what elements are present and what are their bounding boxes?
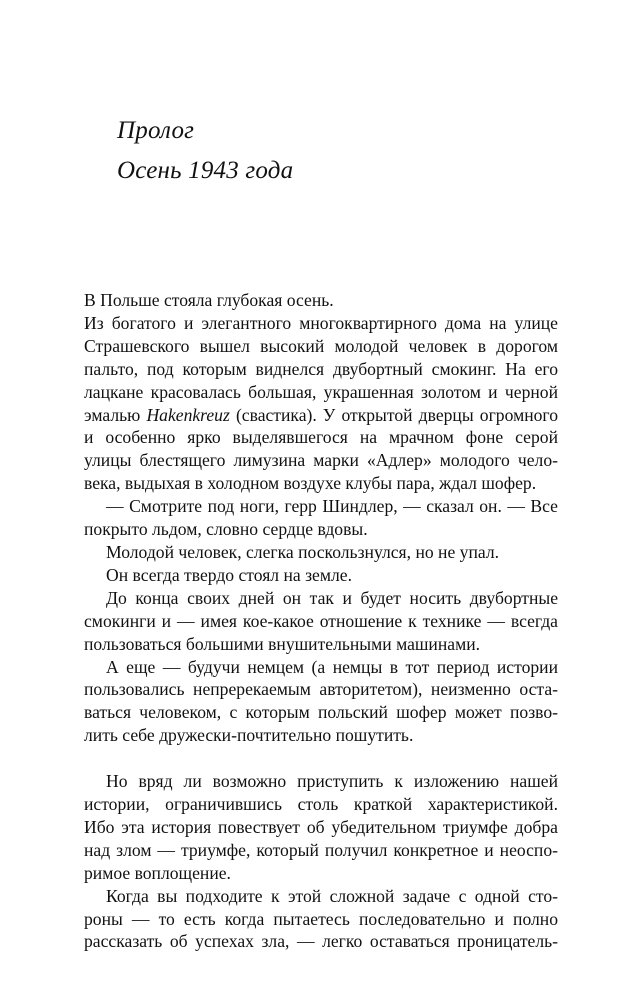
italic-term: Hakenkreuz [146, 404, 230, 425]
paragraph [84, 770, 558, 885]
paragraph [84, 495, 558, 541]
text-line: Страшевского вышел высокий молодой человек в дорогом [84, 335, 558, 356]
text-line: покрыто льдом, словно сердце вдовы. [84, 519, 368, 540]
paragraph [84, 885, 558, 954]
text-line: Молодой человек, слегка поскользнулся, но не упал. [106, 541, 500, 562]
text-line: Но вряд ли возможно приступить к изложению нашей [106, 771, 558, 792]
text-line: века, выдыхая в холодном воздухе клубы пара, ждал шофер. [84, 473, 537, 494]
chapter-subtitle: Осень 1943 года [117, 157, 294, 184]
text-fragment: эмалью [84, 404, 147, 425]
text-line: лить себе дружески-почтительно пошутить. [84, 725, 414, 746]
text-line: Он всегда твердо стоял на земле. [106, 564, 352, 585]
text-line: смокинги и — имея кое-какое отношение к технике — всегда [84, 610, 558, 631]
paragraph [84, 312, 558, 495]
text-line: рассказать об успехах зла, — легко оставаться проницатель- [84, 931, 558, 952]
text-line: ваться человеком, с которым польский шофер может позво- [84, 702, 558, 723]
text-line: римое воплощение. [84, 862, 231, 883]
text-line: До конца своих дней он так и будет носить двубортные [106, 587, 558, 608]
paragraph [84, 587, 558, 656]
text-line: В Польше стояла глубокая осень. [84, 290, 334, 310]
section-break [84, 747, 558, 770]
text-line: Когда вы подходите к этой сложной задаче с одной сто- [106, 885, 558, 906]
text-line: А еще — будучи немцем (а немцы в тот период истории [106, 656, 558, 677]
text-line: — Смотрите под ноги, герр Шиндлер, — сказал он. — Все [106, 496, 558, 517]
text-line: над злом — триумфе, который получил конкретное и неоспо- [84, 839, 558, 860]
paragraph [84, 541, 558, 564]
text-fragment: (свастика). У открытой дверцы огромного [229, 404, 558, 425]
chapter-title: Пролог [117, 117, 195, 144]
text-line: Из богатого и элегантного многоквартирного дома на улице [84, 312, 558, 333]
text-line: улицы блестящего лимузина марки «Адлер» молодого чело- [84, 450, 558, 471]
text-line: пользовались непререкаемым авторитетом), неизменно оста- [84, 679, 558, 700]
text-line-mixed [84, 404, 558, 427]
text-line: истории, ограничившись столь краткой характеристикой. [84, 794, 558, 815]
text-line: Ибо эта история повествует об убедительном триумфе добра [84, 816, 558, 837]
body-text [84, 289, 558, 953]
paragraph [84, 289, 558, 312]
text-line: лацкане красовалась большая, украшенная золотом и черной [84, 381, 558, 402]
text-line: и особенно ярко выделявшегося на мрачном фоне серой [84, 427, 558, 448]
text-line: пальто, под которым виднелся двубортный смокинг. На его [84, 358, 558, 379]
paragraph [84, 564, 558, 587]
paragraph [84, 656, 558, 748]
text-line: роны — то есть когда пытаетесь последовательно и полно [84, 908, 558, 929]
text-line: пользоваться большими внушительными машинами. [84, 633, 481, 654]
